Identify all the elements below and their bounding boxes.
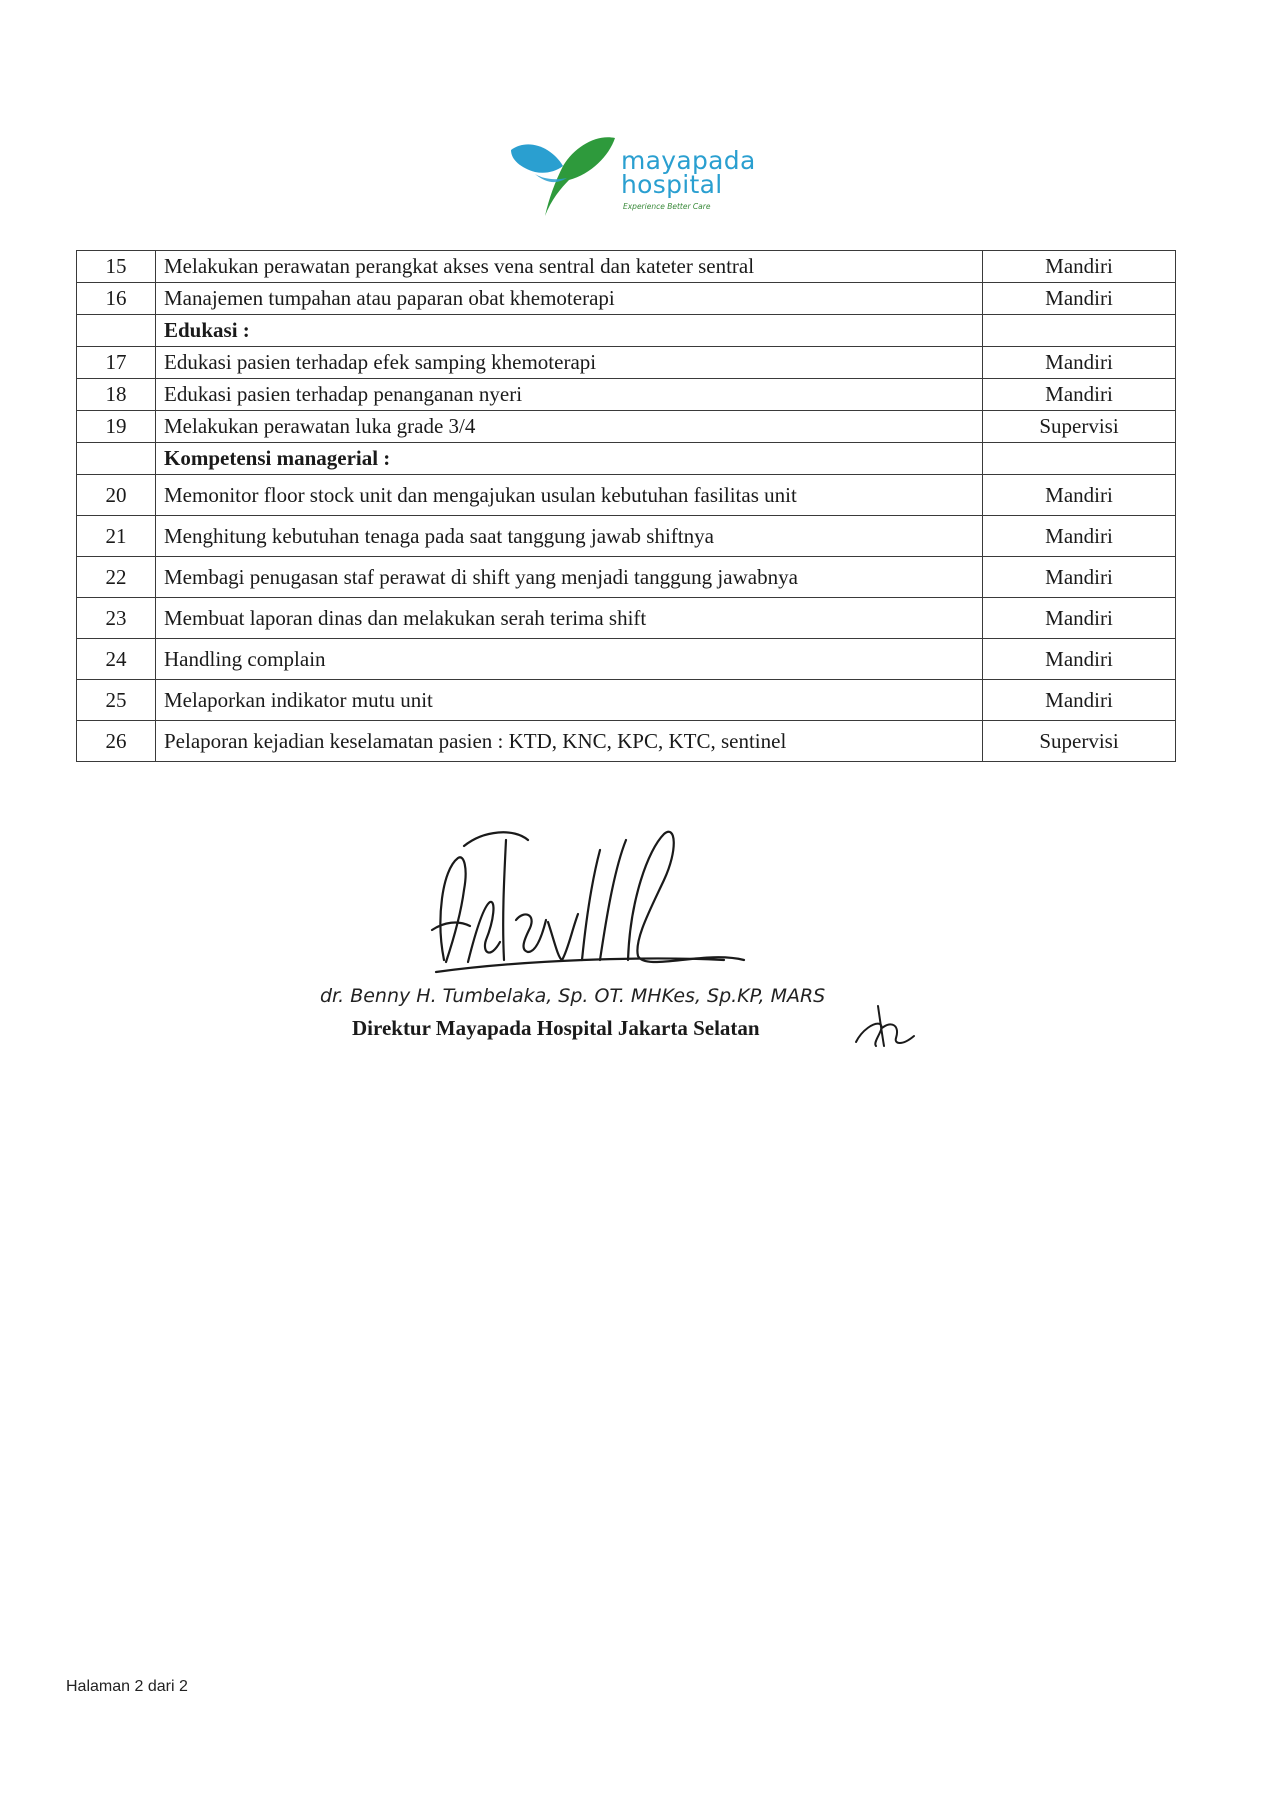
row-number: 26 (77, 721, 156, 762)
table-row (77, 680, 1176, 721)
row-status: Mandiri (983, 475, 1176, 516)
row-status (983, 443, 1176, 475)
row-status: Mandiri (983, 251, 1176, 283)
row-number: 20 (77, 475, 156, 516)
row-description: Menghitung kebutuhan tenaga pada saat tanggung jawab shiftnya (156, 516, 983, 557)
row-number: 23 (77, 598, 156, 639)
row-number: 22 (77, 557, 156, 598)
brand-name-line1: mayapada (621, 146, 756, 175)
section-row-kompetensi-managerial (77, 443, 1176, 475)
table-row (77, 639, 1176, 680)
table-row (77, 347, 1176, 379)
row-number: 15 (77, 251, 156, 283)
row-number: 17 (77, 347, 156, 379)
row-status: Mandiri (983, 516, 1176, 557)
row-description: Pelaporan kejadian keselamatan pasien : KTD, KNC, KPC, KTC, sentinel (156, 721, 983, 762)
row-status: Mandiri (983, 347, 1176, 379)
table-row (77, 379, 1176, 411)
row-status (983, 315, 1176, 347)
section-heading: Edukasi : (156, 315, 983, 347)
page-number: Halaman 2 dari 2 (66, 1678, 188, 1695)
table-row (77, 721, 1176, 762)
row-status: Mandiri (983, 598, 1176, 639)
section-row-edukasi (77, 315, 1176, 347)
table-row (77, 251, 1176, 283)
row-status: Mandiri (983, 283, 1176, 315)
row-description: Memonitor floor stock unit dan mengajukan usulan kebutuhan fasilitas unit (156, 475, 983, 516)
row-description: Melakukan perawatan luka grade 3/4 (156, 411, 983, 443)
signer-title: Direktur Mayapada Hospital Jakarta Selatan (352, 1016, 760, 1040)
table-row (77, 475, 1176, 516)
row-description: Membagi penugasan staf perawat di shift yang menjadi tanggung jawabnya (156, 557, 983, 598)
row-description: Membuat laporan dinas dan melakukan serah terima shift (156, 598, 983, 639)
table-row (77, 557, 1176, 598)
brand-name-line2: hospital (621, 170, 723, 199)
section-heading: Kompetensi managerial : (156, 443, 983, 475)
row-number (77, 443, 156, 475)
initial-mark-image (852, 1002, 918, 1052)
hospital-logo (505, 128, 765, 218)
row-number: 18 (77, 379, 156, 411)
row-status: Mandiri (983, 379, 1176, 411)
row-number: 16 (77, 283, 156, 315)
table-row (77, 598, 1176, 639)
row-description: Manajemen tumpahan atau paparan obat khemoterapi (156, 283, 983, 315)
row-description: Melaporkan indikator mutu unit (156, 680, 983, 721)
row-number: 24 (77, 639, 156, 680)
row-number: 21 (77, 516, 156, 557)
brand-tagline: Experience Better Care (623, 202, 711, 211)
signer-name: dr. Benny H. Tumbelaka, Sp. OT. MHKes, Sp.KP, MARS (320, 985, 826, 1007)
row-description: Edukasi pasien terhadap efek samping khemoterapi (156, 347, 983, 379)
table-row (77, 411, 1176, 443)
row-status: Supervisi (983, 411, 1176, 443)
signature-image (424, 810, 754, 980)
table-row (77, 283, 1176, 315)
row-description: Handling complain (156, 639, 983, 680)
row-status: Mandiri (983, 680, 1176, 721)
row-status: Mandiri (983, 639, 1176, 680)
row-number: 19 (77, 411, 156, 443)
row-status: Supervisi (983, 721, 1176, 762)
heart-swoosh-icon (505, 128, 623, 220)
row-number: 25 (77, 680, 156, 721)
table-row (77, 516, 1176, 557)
row-number (77, 315, 156, 347)
competency-table (76, 250, 1176, 762)
row-description: Melakukan perawatan perangkat akses vena sentral dan kateter sentral (156, 251, 983, 283)
row-status: Mandiri (983, 557, 1176, 598)
row-description: Edukasi pasien terhadap penanganan nyeri (156, 379, 983, 411)
